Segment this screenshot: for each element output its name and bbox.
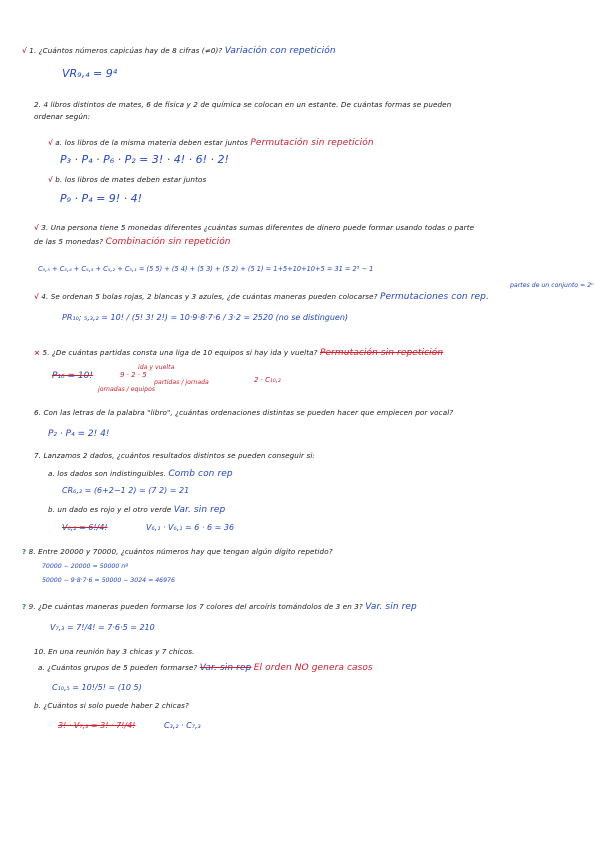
q2a-mark: √ bbox=[48, 138, 53, 147]
q1-mark: √ bbox=[22, 46, 27, 55]
q2b-mark: √ bbox=[48, 175, 53, 184]
q5-mark: × bbox=[34, 348, 41, 357]
q8-mark: ? bbox=[22, 547, 27, 556]
q4-line bbox=[34, 293, 489, 303]
q7a-line bbox=[48, 470, 233, 480]
q4-text: 4. Se ordenan 5 bolas rojas, 2 blancas y 3 azules, ¿de cuántas maneras pueden colocarse? bbox=[41, 292, 378, 301]
q1-type: Variación con repetición bbox=[224, 46, 336, 56]
q5-line bbox=[34, 349, 443, 359]
q7b-answer: V₆,₁ · V₆,₁ = 6 · 6 = 36 bbox=[146, 523, 235, 532]
q5-text: 5. ¿De cuántas partidas consta una liga de 10 equipos si hay ida y vuelta? bbox=[42, 348, 318, 357]
q5-type: Permutación sin repetición bbox=[319, 348, 444, 358]
q1-question: 1. ¿Cuántos números capicúas hay de 8 cifras (≠0)? bbox=[29, 46, 223, 55]
q10b-answer: C₃,₂ · C₇,₃ bbox=[164, 721, 201, 730]
q2-intro2: ordenar según: bbox=[34, 112, 91, 121]
q8-line2: 50000 − 9·8·7·6 = 50000 − 3024 = 46976 bbox=[42, 577, 175, 584]
q5-note-mid: 9 · 2 · 5 bbox=[120, 371, 147, 379]
q3-text: 3. Una persona tiene 5 monedas diferentes ¿cuántas sumas diferentes de dinero puede formar usando todas o parte bbox=[41, 223, 475, 232]
q10a-text: a. ¿Cuántos grupos de 5 pueden formarse? bbox=[38, 663, 198, 672]
q2-intro: 2. 4 libros distintos de mates, 6 de física y 2 de química se colocan en un estante. De cuántas formas se pueden bbox=[34, 100, 452, 109]
q9-type: Var. sin rep bbox=[365, 602, 417, 612]
q10a-line bbox=[38, 664, 373, 674]
q2b-answer: P₉ · P₄ = 9! · 4! bbox=[60, 192, 143, 205]
q6-answer: P₂ · P₄ = 2! 4! bbox=[48, 429, 110, 439]
q3-type: Combinación sin repetición bbox=[105, 237, 231, 247]
q5-answer-fix: 2 · C₁₀,₂ bbox=[254, 376, 281, 384]
q5-answer: P₁₀ = 10! bbox=[52, 371, 93, 381]
q2b-line bbox=[48, 176, 206, 184]
q7b-wrong: V₆,₂ = 6!/4! bbox=[62, 523, 108, 532]
q2a-answer: P₃ · P₄ · P₆ · P₂ = 3! · 4! · 6! · 2! bbox=[60, 153, 229, 166]
q3-line2 bbox=[34, 238, 231, 248]
q9-line bbox=[22, 603, 417, 613]
q7-intro: 7. Lanzamos 2 dados, ¿cuántos resultados distintos se pueden conseguir si: bbox=[34, 451, 315, 460]
q2a-text: a. los libros de la misma materia deben estar juntos bbox=[55, 138, 249, 147]
q2b-text: b. los libros de mates deben estar juntos bbox=[55, 175, 207, 184]
q5-note-jornadas: jornadas / equipos bbox=[98, 386, 156, 393]
q4-type: Permutaciones con rep. bbox=[379, 292, 489, 302]
q10a-answer: C₁₀,₅ = 10!/5! = (10 5) bbox=[52, 683, 142, 692]
q10-intro: 10. En una reunión hay 3 chicas y 7 chicos. bbox=[34, 647, 195, 656]
q9-text: 9. ¿De cuántas maneras pueden formarse los 7 colores del arcoíris tomándolos de 3 en 3? bbox=[28, 602, 363, 611]
q9-answer: V₇,₃ = 7!/4! = 7·6·5 = 210 bbox=[50, 623, 155, 632]
q8-line1: 70000 − 20000 = 50000 nº bbox=[42, 563, 129, 570]
q7a-answer: CR₆,₂ = (6+2−1 2) = (7 2) = 21 bbox=[62, 486, 190, 495]
q3-line bbox=[34, 224, 474, 232]
q8-line bbox=[22, 548, 333, 556]
q7a-text: a. los dados son indistinguibles. bbox=[48, 469, 166, 478]
q10b-wrong: 3! · V₇,₃ = 3! · 7!/4! bbox=[58, 721, 136, 730]
q7b-line bbox=[48, 506, 225, 516]
q3-note: partes de un conjunto = 2ⁿ bbox=[510, 282, 594, 289]
q3-mark: √ bbox=[34, 223, 39, 232]
q2a-type: Permutación sin repetición bbox=[250, 138, 374, 148]
q6-text: 6. Con las letras de la palabra "libro", ¿cuántas ordenaciones distintas se pueden hacer que empiecen por vocal? bbox=[34, 408, 454, 417]
q10b-text: b. ¿Cuántos si solo puede haber 2 chicas? bbox=[34, 701, 189, 710]
q1-answer: VR₉,₄ = 9⁴ bbox=[62, 67, 118, 80]
q7b-text: b. un dado es rojo y el otro verde bbox=[48, 505, 172, 514]
q9-mark: ? bbox=[22, 602, 27, 611]
q4-answer: PR₁₀; ₅,₃,₂ = 10! / (5! 3! 2!) = 10·9·8·7·6 / 3·2 = 2520 (no se distinguen) bbox=[62, 313, 349, 322]
q5-note-partidas: partidas / jornada bbox=[154, 379, 209, 386]
q1-line bbox=[22, 47, 336, 57]
q10a-note: El orden NO genera casos bbox=[253, 663, 373, 673]
q7a-type: Comb con rep bbox=[168, 469, 233, 479]
q10a-type-struck: Var. sin rep bbox=[199, 663, 252, 673]
q2a-line bbox=[48, 139, 374, 149]
q4-mark: √ bbox=[34, 292, 39, 301]
q7b-type: Var. sin rep bbox=[173, 505, 226, 515]
q8-text: 8. Entre 20000 y 70000, ¿cuántos números hay que tengan algún dígito repetido? bbox=[28, 547, 333, 556]
q5-note-idavuelta: ida y vuelta bbox=[138, 364, 175, 371]
q3-formula: C₅,₅ + C₅,₄ + C₅,₃ + C₅,₂ + C₅,₁ = (5 5) + (5 4) + (5 3) + (5 2) + (5 1) = 1+5+10+10+5 = 31 = 2⁵ − 1 bbox=[38, 265, 374, 273]
q3-text2: de las 5 monedas? bbox=[34, 237, 104, 246]
